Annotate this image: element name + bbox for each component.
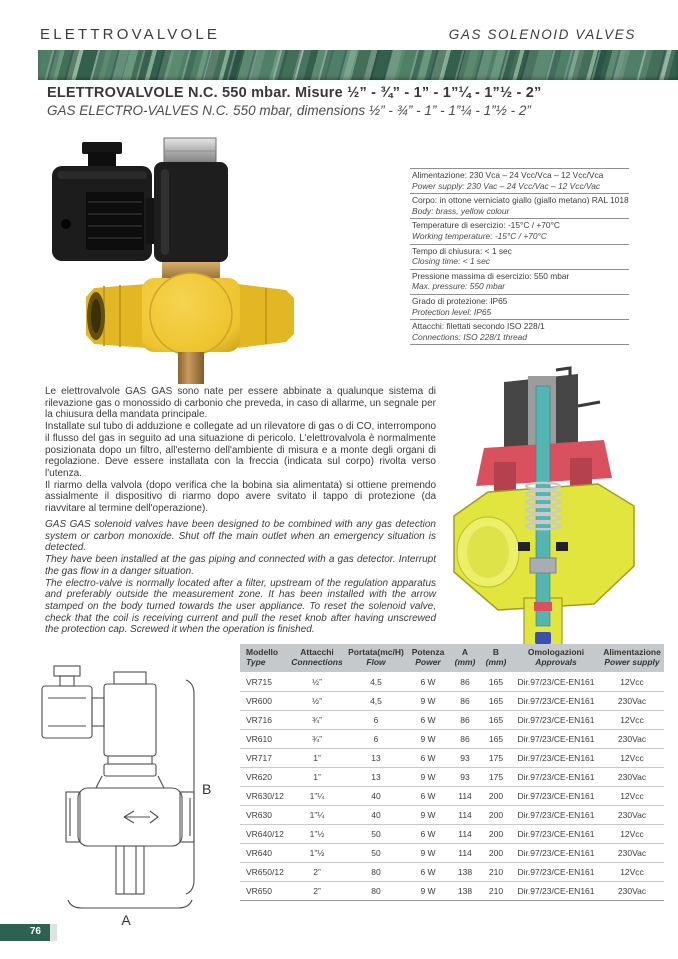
spec-row [410,168,629,193]
drawing-coil [96,672,164,788]
dimension-label-b: B [202,781,212,797]
table-row [240,711,664,730]
paragraph: GAS GAS solenoid valves have been designed to be combined with any gas detection system or carbon monoxide. Shut off the main outlet when an emergency situation is detected. [45,519,436,554]
table-cell: 230Vac [600,806,664,825]
dimension-line-b [186,680,194,894]
table-cell: 1”½ [288,825,346,844]
table-cell: Dir.97/23/CE-EN161 [512,673,600,692]
table-cell: 200 [480,825,512,844]
table-cell: 138 [450,882,480,901]
table-cell: 12Vcc [600,825,664,844]
table-header-row [240,644,664,673]
table-cell: 200 [480,844,512,863]
table-cell: 9 W [406,882,450,901]
table-row [240,806,664,825]
table-cell: Dir.97/23/CE-EN161 [512,768,600,787]
table-cell: 12Vcc [600,673,664,692]
spec-line-it: Temperature di esercizio: -15°C / +70°C [412,220,560,231]
table-cell: VR600 [240,692,288,711]
spec-line-en: Body: brass, yellow colour [412,205,510,216]
model-table [240,644,664,901]
column-header: B (mm) [480,644,512,673]
table-row [240,692,664,711]
spec-row [410,244,629,269]
page-number-badge: 76 [0,924,50,941]
table-row [240,730,664,749]
spec-line-en: Protection level: IP65 [412,306,492,317]
solenoid-coil [146,138,228,262]
table-cell: Dir.97/23/CE-EN161 [512,711,600,730]
table-cell: 9 W [406,768,450,787]
table-cell: VR717 [240,749,288,768]
table-cell: 6 W [406,711,450,730]
table-cell: Dir.97/23/CE-EN161 [512,787,600,806]
spec-box [410,168,629,345]
table-cell: 50 [346,844,406,863]
table-cell: 4,5 [346,673,406,692]
column-header: Omologazioni Approvals [512,644,600,673]
table-cell: 175 [480,768,512,787]
dimension-line-a [68,900,192,908]
spec-line-en: Working temperature: -15°C / +70°C [412,230,547,241]
table-cell: 165 [480,711,512,730]
table-cell: VR640 [240,844,288,863]
table-row [240,749,664,768]
table-cell: 6 W [406,863,450,882]
solenoid-connector [52,142,152,261]
column-header: Potenza Power [406,644,450,673]
table-cell: 1”½ [288,844,346,863]
table-cell: Dir.97/23/CE-EN161 [512,844,600,863]
table-cell: 114 [450,787,480,806]
table-cell: 210 [480,882,512,901]
table-cell: 9 W [406,806,450,825]
dimension-drawing [30,658,238,930]
table-cell: 13 [346,768,406,787]
table-cell: 40 [346,806,406,825]
table-row [240,787,664,806]
table-cell: 6 [346,711,406,730]
page-subtitle: GAS ELECTRO-VALVES N.C. 550 mbar, dimensions ½” - ¾” - 1” - 1”¼ - 1”½ - 2” [47,103,531,118]
drawing-connector [42,666,104,738]
cutaway-illustration [438,366,652,654]
table-row [240,673,664,692]
spec-line-it: Attacchi: filettati secondo ISO 228/1 [412,321,545,332]
page-title: ELETTROVALVOLE N.C. 550 mbar. Misure ½” - ¾” - 1” - 1”¼ - 1”½ - 2” [47,85,542,101]
table-cell: Dir.97/23/CE-EN161 [512,749,600,768]
table-cell: ¾” [288,730,346,749]
table-cell: 6 W [406,673,450,692]
spec-row [410,218,629,243]
table-cell: 1” [288,768,346,787]
table-cell: Dir.97/23/CE-EN161 [512,882,600,901]
table-cell: 230Vac [600,730,664,749]
table-cell: 165 [480,673,512,692]
table-cell: 93 [450,768,480,787]
table-cell: 4,5 [346,692,406,711]
table-cell: 230Vac [600,844,664,863]
table-cell: ½” [288,673,346,692]
table-cell: 6 W [406,787,450,806]
table-row [240,863,664,882]
table-cell: 80 [346,863,406,882]
paragraph: Il riarmo della valvola (dopo verifica che la bobina sia alimentata) si ottiene premendo assialmente il dispositivo di riarmo dopo avere svitato il tappo di protezione (da riavvitare al termine dell'operazione). [45,479,436,515]
table-cell: VR640/12 [240,825,288,844]
paragraph: Le elettrovalvole GAS GAS sono nate per essere abbinate a qualunque sistema di rilevazione gas o monossido di carbonio che preveda, in caso di allarme, un segnale per la chiusura della mandata principale. [45,386,436,421]
table-cell: VR610 [240,730,288,749]
table-cell: 114 [450,844,480,863]
spec-row [410,269,629,294]
green-banner [38,50,678,80]
table-cell: 230Vac [600,692,664,711]
table-cell: 165 [480,730,512,749]
table-cell: 86 [450,673,480,692]
table-cell: VR620 [240,768,288,787]
table-cell: ¾” [288,711,346,730]
table-cell: 1”¼ [288,787,346,806]
table-cell: 175 [480,749,512,768]
spec-line-it: Pressione massima di esercizio: 550 mbar [412,270,570,281]
page-number-badge-edge [50,924,57,941]
table-cell: Dir.97/23/CE-EN161 [512,825,600,844]
spec-line-en: Power supply: 230 Vac – 24 Vcc/Vac – 12 Vcc/Vac [412,180,601,191]
flow-arrow-icon [124,811,158,823]
table-cell: 2” [288,863,346,882]
table-cell: 9 W [406,692,450,711]
spec-line-it: Alimentazione: 230 Vca – 24 Vcc/Vca – 12 Vcc/Vca [412,170,604,180]
table-body [240,673,664,901]
table-cell: 86 [450,711,480,730]
table-row [240,768,664,787]
table-cell: 93 [450,749,480,768]
spec-row [410,319,629,344]
table-cell: 12Vcc [600,711,664,730]
table-cell: 6 W [406,749,450,768]
table-cell: ½” [288,692,346,711]
table-cell: VR630/12 [240,787,288,806]
spec-line-it: Corpo: in ottone verniciato giallo (giallo metano) RAL 1018 [412,195,629,206]
table-cell: 2” [288,882,346,901]
table-cell: 1”¼ [288,806,346,825]
table-cell: 200 [480,806,512,825]
table-cell: Dir.97/23/CE-EN161 [512,692,600,711]
spec-line-en: Closing time: < 1 sec [412,256,490,267]
table-cell: Dir.97/23/CE-EN161 [512,806,600,825]
cutaway-coil [504,368,600,452]
table-cell: 9 W [406,844,450,863]
table-cell: 210 [480,863,512,882]
table-cell: 200 [480,787,512,806]
table-cell: 12Vcc [600,787,664,806]
spec-row [410,294,629,319]
spec-line-it: Grado di protezione: IP65 [412,295,508,306]
column-header: A (mm) [450,644,480,673]
table-cell: 138 [450,863,480,882]
table-row [240,882,664,901]
table-cell: 86 [450,692,480,711]
spec-line-it: Tempo di chiusura: < 1 sec [412,245,512,256]
table-cell: 1” [288,749,346,768]
column-header: Alimentazione Power supply [600,644,664,673]
description-it [45,386,436,515]
spec-line-en: Max. pressure: 550 mbar [412,281,506,292]
spec-line-en: Connections: ISO 228/1 thread [412,331,527,342]
spec-row [410,193,629,218]
table-cell: 114 [450,825,480,844]
table-cell: VR650/12 [240,863,288,882]
table-cell: 80 [346,882,406,901]
table-cell: 12Vcc [600,863,664,882]
table-row [240,844,664,863]
column-header: Modello Type [240,644,288,673]
valve-body [86,262,294,384]
table-cell: Dir.97/23/CE-EN161 [512,730,600,749]
column-header: Attacchi Connections [288,644,346,673]
column-header: Portata(mc/H) Flow [346,644,406,673]
table-cell: VR716 [240,711,288,730]
header-title-en: GAS SOLENOID VALVES [448,27,636,42]
drawing-stem [116,846,144,894]
table-cell: 40 [346,787,406,806]
paragraph: The electro-valve is normally located after a filter, upstream of the regulation apparatus and preferably outside the measurement zone. It has been installed with the arrow stamped on the body turned towards the user appliance. To reset the solenoid valve, check that the coil is receiving current and pull the reset knob after having unscrewed the protection cap. Screwed it when the operation is finished. [45,577,436,636]
table-cell: 165 [480,692,512,711]
table-cell: Dir.97/23/CE-EN161 [512,863,600,882]
table-cell: 114 [450,806,480,825]
table-cell: VR650 [240,882,288,901]
table-cell: 6 W [406,825,450,844]
table-row [240,825,664,844]
table-cell: 13 [346,749,406,768]
table-cell: VR715 [240,673,288,692]
table-cell: 230Vac [600,768,664,787]
table-cell: 12Vcc [600,749,664,768]
table-cell: 230Vac [600,882,664,901]
paragraph: They have been installed at the gas piping and connected with a gas detector. Interrupt the gas flow in a danger situation. [45,554,436,577]
dimension-label-a: A [121,912,131,928]
product-photo [42,136,300,384]
table-cell: 50 [346,825,406,844]
paragraph: Installate sul tubo di adduzione e collegate ad un rilevatore di gas o di CO, interrompono il flusso del gas in seguito ad una situazione di pericolo. L'elettrovalvola è normalmente posizionata dopo un filtro, all'esterno dell'ambiente di misura e a monte degli organi di regolazione. Deve essere installata con la freccia (indicata sul corpo) rivolta verso l'utenza. [45,421,436,479]
table-cell: 86 [450,730,480,749]
table-cell: VR630 [240,806,288,825]
description-en [45,519,436,636]
table-cell: 9 W [406,730,450,749]
table-cell: 6 [346,730,406,749]
header-title-it: ELETTROVALVOLE [40,26,221,43]
